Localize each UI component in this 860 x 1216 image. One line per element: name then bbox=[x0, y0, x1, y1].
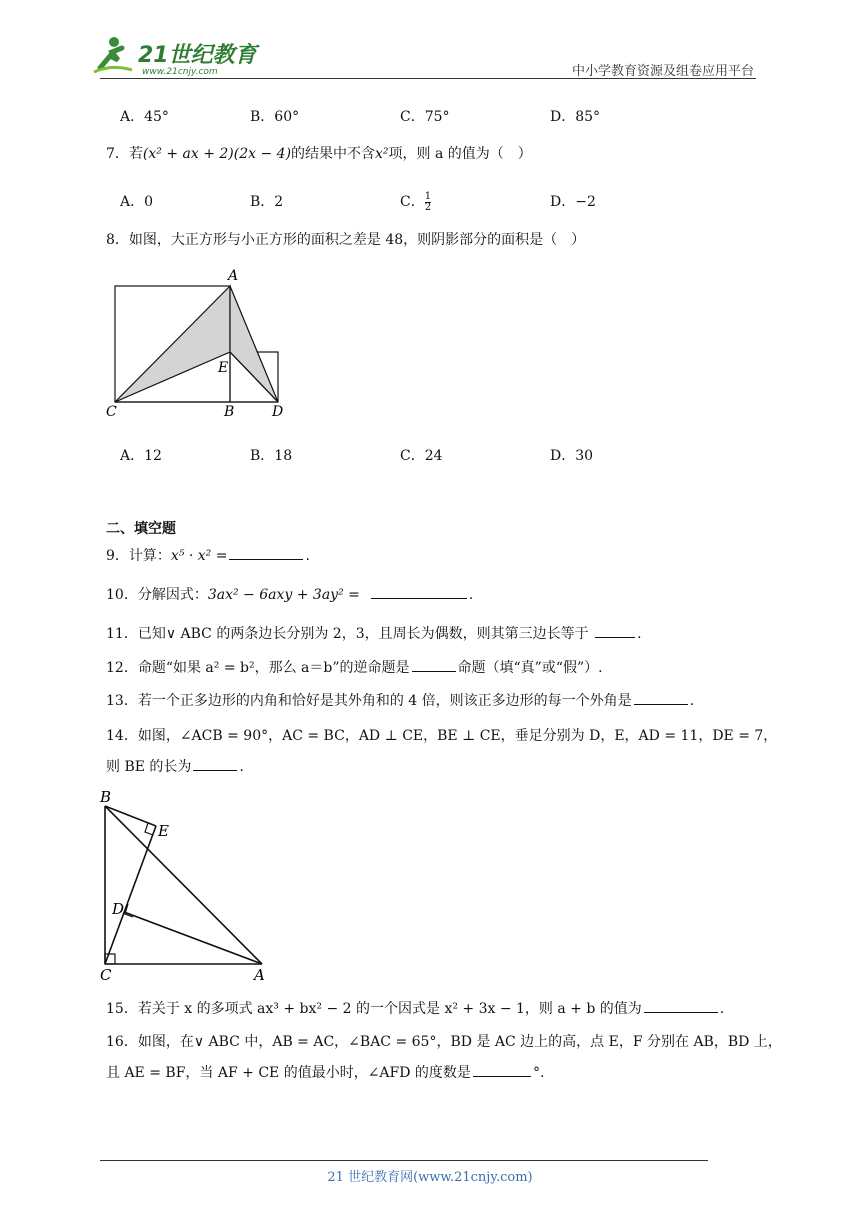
section-title: 二、填空题 bbox=[106, 521, 176, 537]
question-16: 16．如图，在∨ ABC 中，AB = AC，∠BAC = 65°，BD 是 AC 边上的高，点 E，F 分别在 AB，BD 上， 且 AE = BF，当 AF + CE 的值最小时，∠AFD 的度数是 °. bbox=[106, 1034, 782, 1081]
answer-blank[interactable] bbox=[412, 657, 456, 672]
logo-main-text: 21世纪教育 bbox=[138, 43, 257, 68]
header-divider bbox=[100, 78, 756, 79]
fraction: $\frac{1}{2}$ bbox=[424, 190, 432, 213]
q8-option-d[interactable]: D．30 bbox=[550, 448, 594, 464]
q6-option-a[interactable]: A．45° bbox=[120, 109, 169, 125]
q8-option-a[interactable]: A．12 bbox=[120, 448, 162, 464]
q7-option-c[interactable]: C． $\frac{1}{2}$ bbox=[400, 190, 432, 213]
platform-title: 中小学教育资源及组卷应用平台 bbox=[571, 64, 754, 79]
answer-blank[interactable] bbox=[229, 545, 303, 560]
q6-option-c[interactable]: C．75° bbox=[400, 109, 450, 125]
answer-blank[interactable] bbox=[634, 690, 688, 705]
q7-option-d[interactable]: D．−2 bbox=[550, 194, 596, 210]
q14-figure bbox=[96, 784, 276, 984]
question-9: 9．计算：x⁵ · x² = . bbox=[106, 545, 310, 566]
label-A: A bbox=[228, 268, 239, 284]
label-E: E bbox=[158, 822, 169, 840]
footer-divider bbox=[100, 1160, 708, 1161]
answer-blank[interactable] bbox=[644, 998, 718, 1013]
label-A: A bbox=[254, 966, 265, 984]
answer-blank[interactable] bbox=[595, 623, 635, 638]
q6-option-d[interactable]: D．85° bbox=[550, 109, 601, 125]
footer-text[interactable]: 21 世纪教育网(www.21cnjy.com) bbox=[327, 1170, 533, 1185]
logo-url-text: www.21cnjy.com bbox=[142, 67, 218, 77]
question-7: 7．若(x² + ax + 2)(2x − 4)的结果中不含x²项，则 a 的值为（ ） bbox=[106, 146, 532, 162]
question-10: 10．分解因式：3ax² − 6axy + 3ay² = . bbox=[106, 584, 473, 605]
brand-logo bbox=[92, 34, 262, 78]
question-11: 11．已知∨ ABC 的两条边长分别为 2，3，且周长为偶数，则其第三边长等于 . bbox=[106, 623, 642, 644]
question-8: 8．如图，大正方形与小正方形的面积之差是 48，则阴影部分的面积是（ ） bbox=[106, 232, 586, 248]
q7-option-b[interactable]: B．2 bbox=[250, 194, 284, 210]
question-15: 15．若关于 x 的多项式 ax³ + bx² − 2 的一个因式是 x² + 3x − 1，则 a + b 的值为 . bbox=[106, 998, 724, 1019]
label-B: B bbox=[100, 788, 112, 806]
label-C: C bbox=[100, 966, 112, 984]
q8-option-c[interactable]: C．24 bbox=[400, 448, 443, 464]
label-D: D bbox=[272, 404, 284, 420]
label-E: E bbox=[218, 360, 229, 376]
answer-blank[interactable] bbox=[473, 1062, 531, 1077]
q7-option-a[interactable]: A．0 bbox=[120, 194, 154, 210]
label-C: C bbox=[106, 404, 117, 420]
question-12: 12．命题“如果 a² = b²，那么 a＝b”的逆命题是 命题（填“真”或“假”）. bbox=[106, 657, 603, 678]
answer-blank[interactable] bbox=[371, 584, 467, 599]
q8-option-b[interactable]: B．18 bbox=[250, 448, 293, 464]
q8-figure bbox=[100, 262, 300, 422]
question-13: 13．若一个正多边形的内角和恰好是其外角和的 4 倍，则该正多边形的每一个外角是 . bbox=[106, 690, 694, 711]
label-B: B bbox=[224, 404, 235, 420]
label-D: D bbox=[112, 900, 125, 918]
runner-icon bbox=[92, 34, 262, 78]
answer-blank[interactable] bbox=[193, 756, 237, 771]
q6-option-b[interactable]: B．60° bbox=[250, 109, 300, 125]
question-14: 14．如图，∠ACB = 90°，AC = BC，AD ⊥ CE，BE ⊥ CE，垂足分别为 D，E，AD = 11，DE = 7， 则 BE 的长为 . bbox=[106, 728, 778, 775]
